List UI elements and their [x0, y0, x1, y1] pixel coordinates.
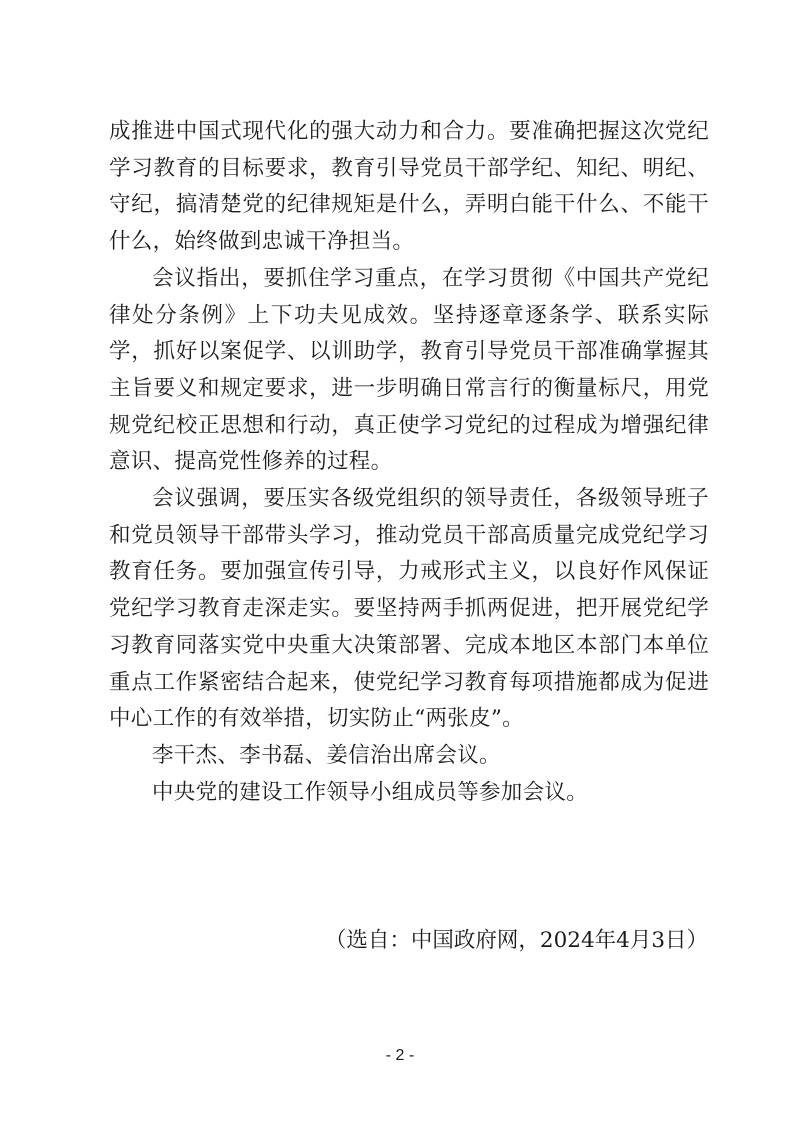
paragraph-meeting-emphasized: 会议强调，要压实各级党组织的领导责任，各级领导班子和党员领导干部带头学习，推动党员干部高质量完成党纪学习教育任务。要加强宣传引导，力戒形式主义，以良好作风保证党纪学习教育走深走实。要坚持两手抓两促进，把开展党纪学习教育同落实党中央重大决策部署、完成本地区本部门本单位重点工作紧密结合起来，使党纪学习教育每项措施都成为促进中心工作的有效举措，切实防止“两张皮”。: [109, 486, 709, 732]
paragraph-continuation: 成推进中国式现代化的强大动力和合力。要准确把握这次党纪学习教育的目标要求，教育引导党员干部学纪、知纪、明纪、守纪，搞清楚党的纪律规矩是什么，弄明白能干什么、不能干什么，始终做到忠诚干净担当。: [109, 119, 709, 255]
source-citation: （选自：中国政府网，2024年4月3日）: [324, 928, 708, 953]
paragraph-participants: 中央党的建设工作领导小组成员等参加会议。: [152, 779, 589, 805]
page-number: - 2 -: [385, 1047, 415, 1064]
paragraph-attendees: 李干杰、李书磊、姜信治出席会议。: [152, 742, 501, 768]
body-text: [109, 114, 709, 811]
paragraph-meeting-pointed-out: 会议指出，要抓住学习重点，在学习贯彻《中国共产党纪律处分条例》上下功夫见成效。坚持逐章逐条学、联系实际学，抓好以案促学、以训助学，教育引导党员干部准确掌握其主旨要义和规定要求，进一步明确日常言行的衡量标尺，用党规党纪校正思想和行动，真正使学习党纪的过程成为增强纪律意识、提高党性修养的过程。: [109, 265, 709, 475]
